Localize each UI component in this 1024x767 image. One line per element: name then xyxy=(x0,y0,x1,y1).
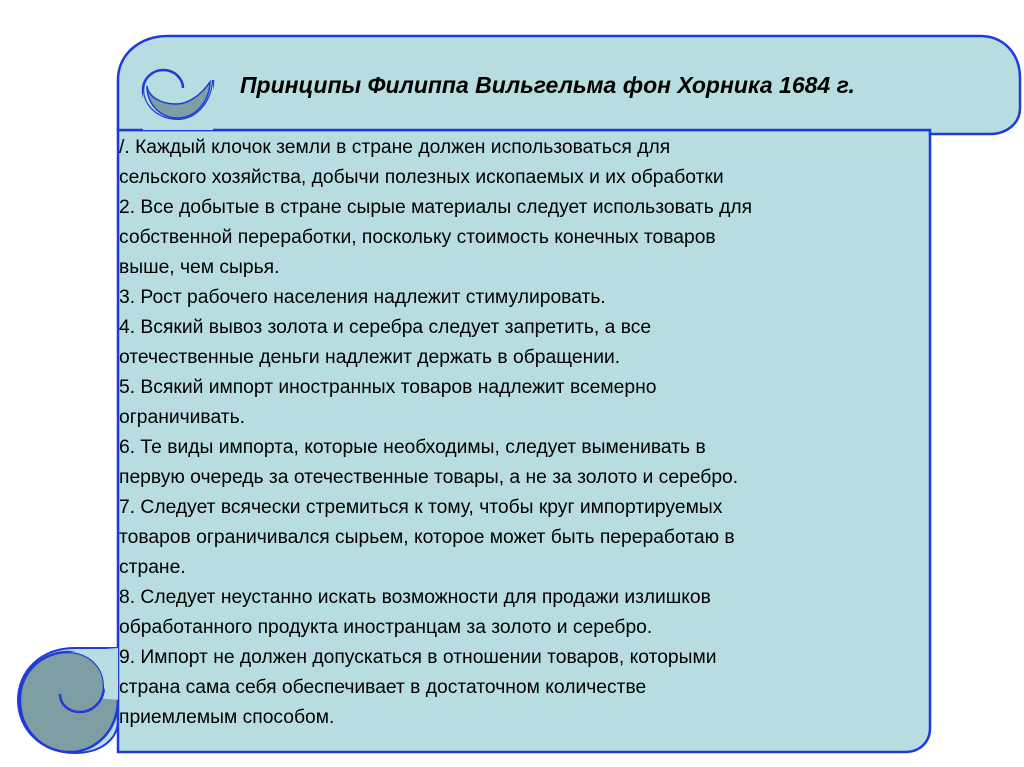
text-line: 6. Те виды импорта, которые необходимы, следует выменивать в xyxy=(119,437,706,458)
text-line: отечественные деньги надлежит держать в обращении. xyxy=(119,347,621,368)
text-line: товаров ограничивался сырьем, которое может быть переработаю в xyxy=(119,527,735,548)
text-line: выше, чем сырья. xyxy=(119,257,280,278)
text-line: 4. Всякий вывоз золота и серебра следует запретить, а все xyxy=(119,317,652,338)
text-line: 9. Импорт не должен допускаться в отношении товаров, которыми xyxy=(119,647,717,668)
text-line: 7. Следует всячески стремиться к тому, чтобы круг импортируемых xyxy=(119,497,723,518)
text-line: приемлемым способом. xyxy=(119,707,335,728)
text-line: 8. Следует неустанно искать возможности для продажи излишков xyxy=(119,587,711,608)
text-line: ограничивать. xyxy=(119,407,245,428)
text-line: собственной переработки, поскольку стоимость конечных товаров xyxy=(119,227,716,248)
slide-title: Принципы Филиппа Вильгельма фон Хорника 1684 г. xyxy=(240,72,855,98)
text-line: 2. Все добытые в стране сырые материалы следует использовать для xyxy=(119,197,753,218)
text-line: /. Каждый клочок земли в стране должен использоваться для xyxy=(119,137,671,158)
text-line: страна сама себя обеспечивает в достаточном количестве xyxy=(119,677,647,698)
text-line: обработанного продукта иностранцам за золото и серебро. xyxy=(119,617,653,638)
text-line: стране. xyxy=(119,557,186,578)
text-line: сельского хозяйства, добычи полезных ископаемых и их обработки xyxy=(119,167,724,188)
principles-text xyxy=(119,133,939,733)
text-line: 3. Рост рабочего населения надлежит стимулировать. xyxy=(119,287,606,308)
text-line: 5. Всякий импорт иностранных товаров надлежит всемерно xyxy=(119,377,657,398)
text-line: первую очередь за отечественные товары, а не за золото и серебро. xyxy=(119,467,739,488)
